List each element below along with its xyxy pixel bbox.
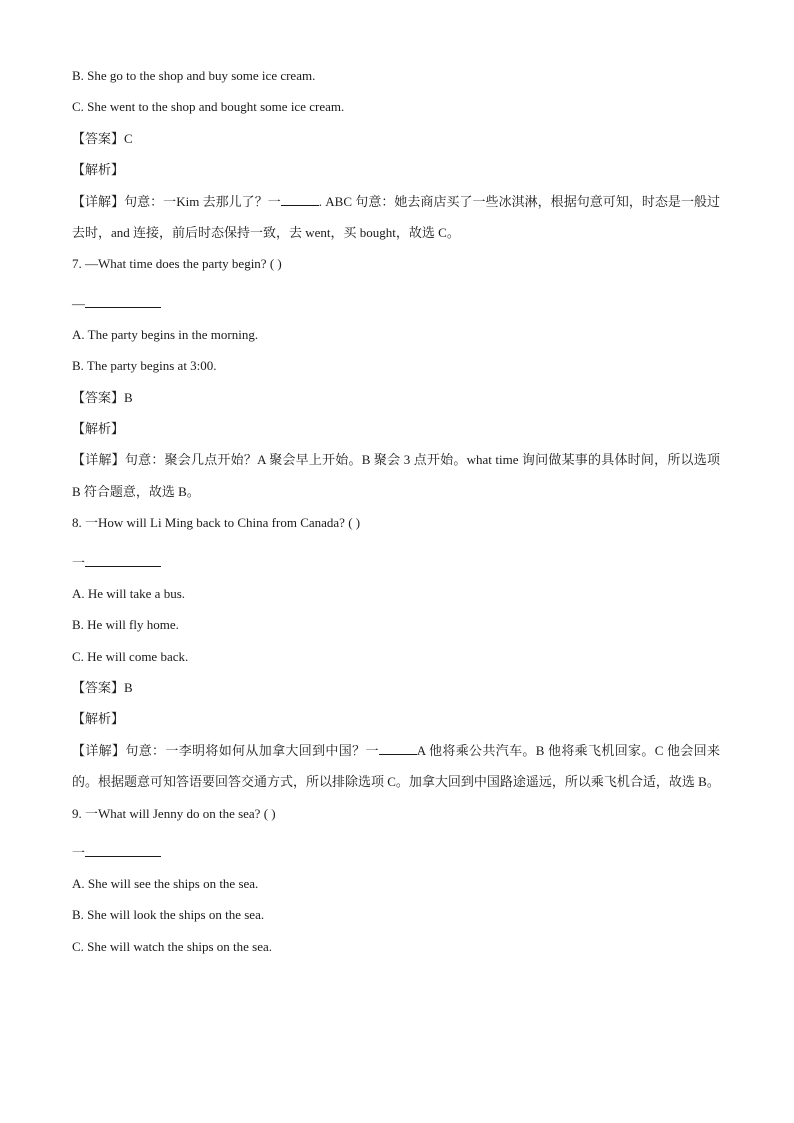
q6-answer-blank xyxy=(281,193,319,206)
q8-detail xyxy=(72,735,720,798)
q7-analysis-label: 【解析】 xyxy=(72,421,125,437)
q8-analysis-label: 【解析】 xyxy=(72,711,125,727)
q8-option-c: C. He will come back. xyxy=(72,648,189,664)
q9-option-b: B. She will look the ships on the sea. xyxy=(72,907,265,923)
q8-option-b: B. He will fly home. xyxy=(72,617,179,633)
q8-option-a: A. He will take a bus. xyxy=(72,585,186,601)
q8-dash: 一 xyxy=(72,554,86,570)
q6-detail xyxy=(72,186,720,249)
q8-stem: 8. 一How will Li Ming back to China from Canada? ( ) xyxy=(72,515,361,531)
q9-stem: 9. 一What will Jenny do on the sea? ( ) xyxy=(72,805,276,821)
q8-answer-blank xyxy=(379,742,417,755)
q6-option-c: C. She went to the shop and bought some ice cream. xyxy=(72,99,345,115)
q7-stem: 7. —What time does the party begin? ( ) xyxy=(72,256,282,272)
q9-option-c: C. She will watch the ships on the sea. xyxy=(72,938,273,954)
q8-detail-part-b: A 他将乘公共汽车。B 他将乘飞机回家。C 他会回来的。根据题意可知答语要回答交通方式，所以排除选项 C。加拿大回到中国路途遥远，所以乘飞机合适，故选 B。 xyxy=(72,742,720,790)
q7-option-a: A. The party begins in the morning. xyxy=(72,326,259,342)
q8-response-line xyxy=(72,539,720,578)
q9-response-line xyxy=(72,829,720,868)
document-page xyxy=(72,60,720,962)
q7-dash: — xyxy=(72,295,85,311)
q7-option-b: B. The party begins at 3:00. xyxy=(72,358,217,374)
q7-answer: 【答案】B xyxy=(72,389,133,405)
q8-detail-part-a: 【详解】句意：一李明将如何从加拿大回到中国？一 xyxy=(72,742,379,758)
q7-blank xyxy=(85,294,161,308)
q6-detail-part-b: . ABC 句意：她去商店买了一些冰淇淋，根据句意可知，时态是一般过去时，and 连接，前后时态保持一致，去 went，买 bought，故选 C。 xyxy=(72,193,720,241)
q9-dash: 一 xyxy=(72,844,86,860)
q6-answer: 【答案】C xyxy=(72,130,133,146)
q9-option-a: A. She will see the ships on the sea. xyxy=(72,875,259,891)
q6-detail-part-a: 【详解】句意：一Kim 去那儿了？一 xyxy=(72,193,281,209)
q6-option-b: B. She go to the shop and buy some ice cream. xyxy=(72,68,316,83)
q9-blank xyxy=(85,843,161,857)
q8-blank xyxy=(85,553,161,567)
q7-detail: 【详解】句意：聚会几点开始？A 聚会早上开始。B 聚会 3 点开始。what time 询问做某事的具体时间，所以选项 B 符合题意，故选 B。 xyxy=(72,452,720,499)
q7-response-line xyxy=(72,280,720,319)
q6-analysis-label: 【解析】 xyxy=(72,162,125,178)
q8-answer: 【答案】B xyxy=(72,679,133,695)
